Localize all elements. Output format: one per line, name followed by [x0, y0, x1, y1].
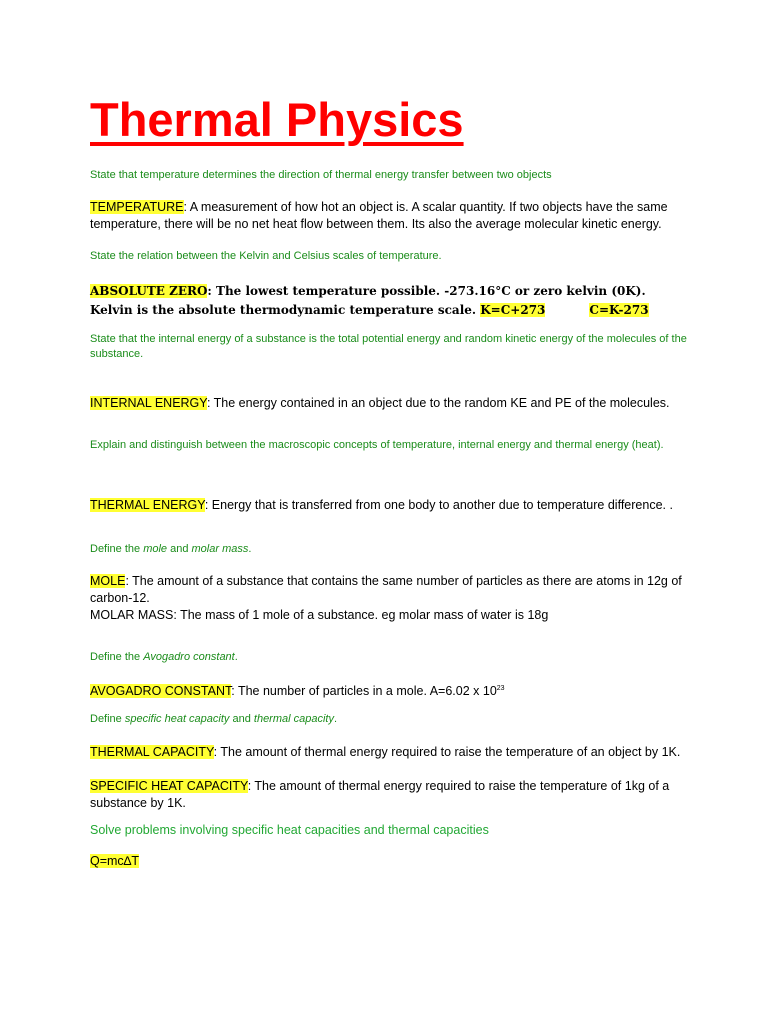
term-temperature: TEMPERATURE	[90, 200, 184, 214]
term-absolute-zero: ABSOLUTE ZERO	[90, 284, 208, 298]
definition-thermal-capacity	[90, 744, 690, 761]
definition-internal-energy-text: : The energy contained in an object due to the random KE and PE of the molecules.	[206, 396, 670, 410]
definition-specific-heat-capacity-text: : The amount of thermal energy required to raise the temperature of 1kg of a substance by 1K.	[90, 779, 670, 810]
objective-avogadro-post: .	[234, 651, 238, 663]
objective-temperature: State that temperature determines the direction of thermal energy transfer between two objects	[90, 169, 552, 181]
definition-absolute-zero-text: : The lowest temperature possible. -273.16°C or zero kelvin (0K). Kelvin is the absolute thermodynamic temperature scale.	[90, 284, 646, 317]
objective-kelvin-celsius: State the relation between the Kelvin and Celsius scales of temperature.	[90, 250, 442, 262]
objective-heat-capacity-pre: Define	[90, 713, 125, 725]
formula-heat: Q=mc∆T	[90, 854, 139, 868]
objective-molar-mass-term: molar mass	[191, 543, 249, 555]
avogadro-exponent: 23	[496, 684, 505, 692]
definition-avogadro-text: : The number of particles in a mole. A=6.02 x 10	[231, 684, 497, 698]
definition-avogadro	[90, 683, 690, 700]
definition-molar-mass: MOLAR MASS: The mass of 1 mole of a substance. eg molar mass of water is 18g	[90, 608, 549, 622]
objective-mole-post: .	[248, 543, 252, 555]
definition-thermal-energy-text: : Energy that is transferred from one body to another due to temperature difference. .	[204, 498, 673, 512]
definition-temperature	[90, 199, 690, 233]
definition-absolute-zero	[90, 282, 690, 320]
objective-avogadro-pre: Define the	[90, 651, 144, 663]
definition-temperature-text: : A measurement of how hot an object is. A scalar quantity. If two objects have the same temperature, there will be no net heat flow between them. Its also the average molecular kinetic energy.	[90, 200, 668, 231]
objective-mole-pre: Define the	[90, 543, 144, 555]
equation-k: K=C+273	[480, 303, 546, 317]
equation-c: C=K-273	[589, 303, 649, 317]
objective-mole-term: mole	[143, 543, 168, 555]
formula-line	[90, 853, 690, 870]
definition-mole	[90, 573, 690, 607]
objective-heat-capacity-mid: and	[229, 713, 254, 725]
objective-avogadro	[90, 650, 690, 665]
objective-mole	[90, 542, 690, 557]
definition-specific-heat-capacity	[90, 778, 690, 812]
definition-mole-text: : The amount of a substance that contains the same number of particles as there are atoms in 12g of carbon-12.	[90, 574, 682, 605]
term-thermal-energy: THERMAL ENERGY	[90, 498, 205, 512]
objective-internal-energy: State that the internal energy of a substance is the total potential energy and random kinetic energy of the molecules of the substance.	[90, 333, 687, 360]
page-title: Thermal Physics	[90, 93, 464, 146]
term-specific-heat-capacity: SPECIFIC HEAT CAPACITY	[90, 779, 248, 793]
term-internal-energy: INTERNAL ENERGY	[90, 396, 207, 410]
objective-heat-capacity	[90, 712, 690, 727]
objective-specific-heat-term: specific heat capacity	[124, 713, 230, 725]
term-avogadro: AVOGADRO CONSTANT	[90, 684, 232, 698]
objective-thermal-capacity-term: thermal capacity	[253, 713, 334, 725]
objective-heat-capacity-post: .	[333, 713, 338, 725]
definition-thermal-energy	[90, 497, 690, 514]
definition-thermal-capacity-text: : The amount of thermal energy required to raise the temperature of an object by 1K.	[213, 745, 681, 759]
objective-avogadro-term: Avogadro constant	[143, 651, 235, 663]
objective-macroscopic: Explain and distinguish between the macroscopic concepts of temperature, internal energy and thermal energy (heat).	[90, 439, 664, 451]
term-thermal-capacity: THERMAL CAPACITY	[90, 745, 214, 759]
objective-solve-problems: Solve problems involving specific heat capacities and thermal capacities	[90, 823, 489, 837]
objective-mole-mid: and	[167, 543, 192, 555]
term-mole: MOLE	[90, 574, 126, 588]
definition-internal-energy	[90, 395, 690, 412]
